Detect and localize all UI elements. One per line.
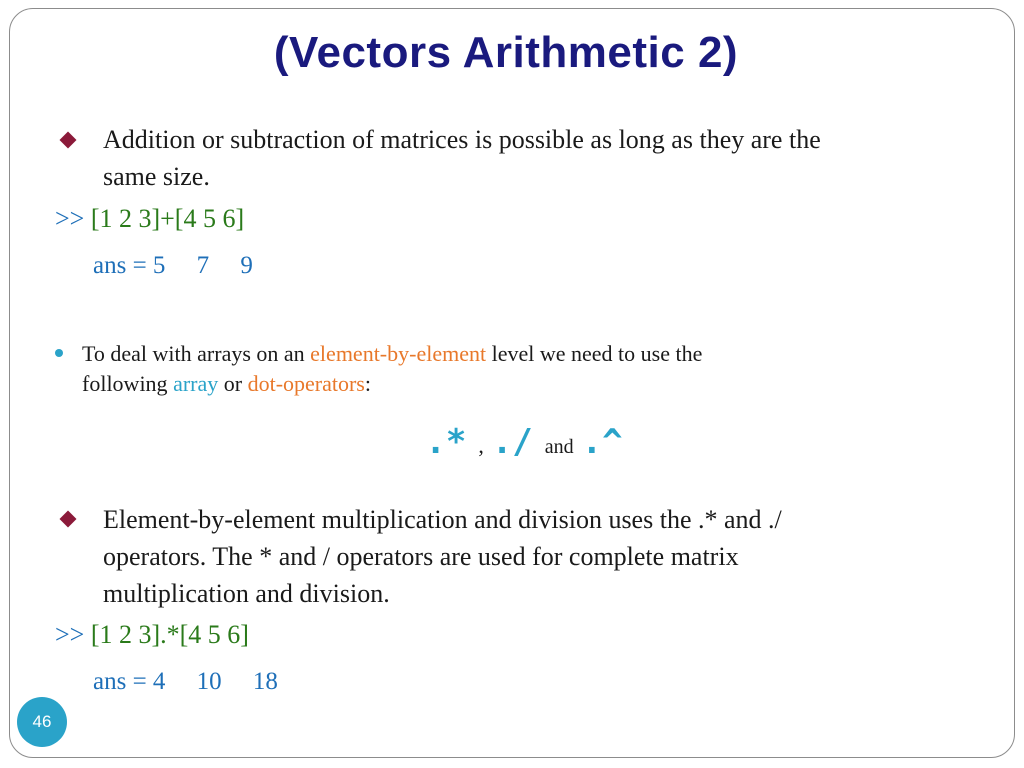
bullet-line <box>82 369 702 399</box>
and-word: and <box>544 436 574 458</box>
bullet-text-addition <box>103 121 821 195</box>
answer-line-multiplication: ans = 4 10 18 <box>93 668 278 695</box>
command-line-multiplication <box>55 620 249 650</box>
text-span: or <box>218 371 248 396</box>
text-span: level we need to use the <box>486 341 703 366</box>
operator-separator: , <box>478 433 484 458</box>
highlight-array: array <box>173 371 219 396</box>
command-text: [1 2 3]+[4 5 6] <box>90 204 245 233</box>
operator-divide: ./ <box>491 422 533 462</box>
text-span: : <box>364 371 371 396</box>
operators-line <box>0 404 1024 462</box>
highlight-dot-operators: dot-operators <box>247 371 365 396</box>
bullet-line: same size. <box>103 162 210 191</box>
page-number-badge: 46 <box>17 697 67 747</box>
slide-title: (Vectors Arithmetic 2) <box>273 28 739 77</box>
bullet-text-dot-operators <box>82 339 702 399</box>
answer-line-addition: ans = 5 7 9 <box>93 252 253 279</box>
bullet-line <box>82 339 702 369</box>
prompt-symbol: >> <box>55 204 85 233</box>
operator-power: .^ <box>581 422 623 462</box>
operator-times: .* <box>425 422 467 462</box>
highlight-element-by-element: element-by-element <box>310 341 487 366</box>
text-span: To deal with arrays on an <box>82 341 311 366</box>
bullet-line: Addition or subtraction of matrices is possible as long as they are the <box>103 125 821 154</box>
bullet-text-multiplication <box>103 501 782 612</box>
text-span: following <box>82 371 174 396</box>
bullet-line: multiplication and division. <box>103 579 390 608</box>
command-text: [1 2 3].*[4 5 6] <box>90 620 249 649</box>
dot-bullet-icon <box>55 349 63 357</box>
command-line-addition <box>55 204 244 234</box>
bullet-line: operators. The * and / operators are used for complete matrix <box>103 542 739 571</box>
prompt-symbol: >> <box>55 620 85 649</box>
bullet-line: Element-by-element multiplication and division uses the .* and ./ <box>103 505 782 534</box>
